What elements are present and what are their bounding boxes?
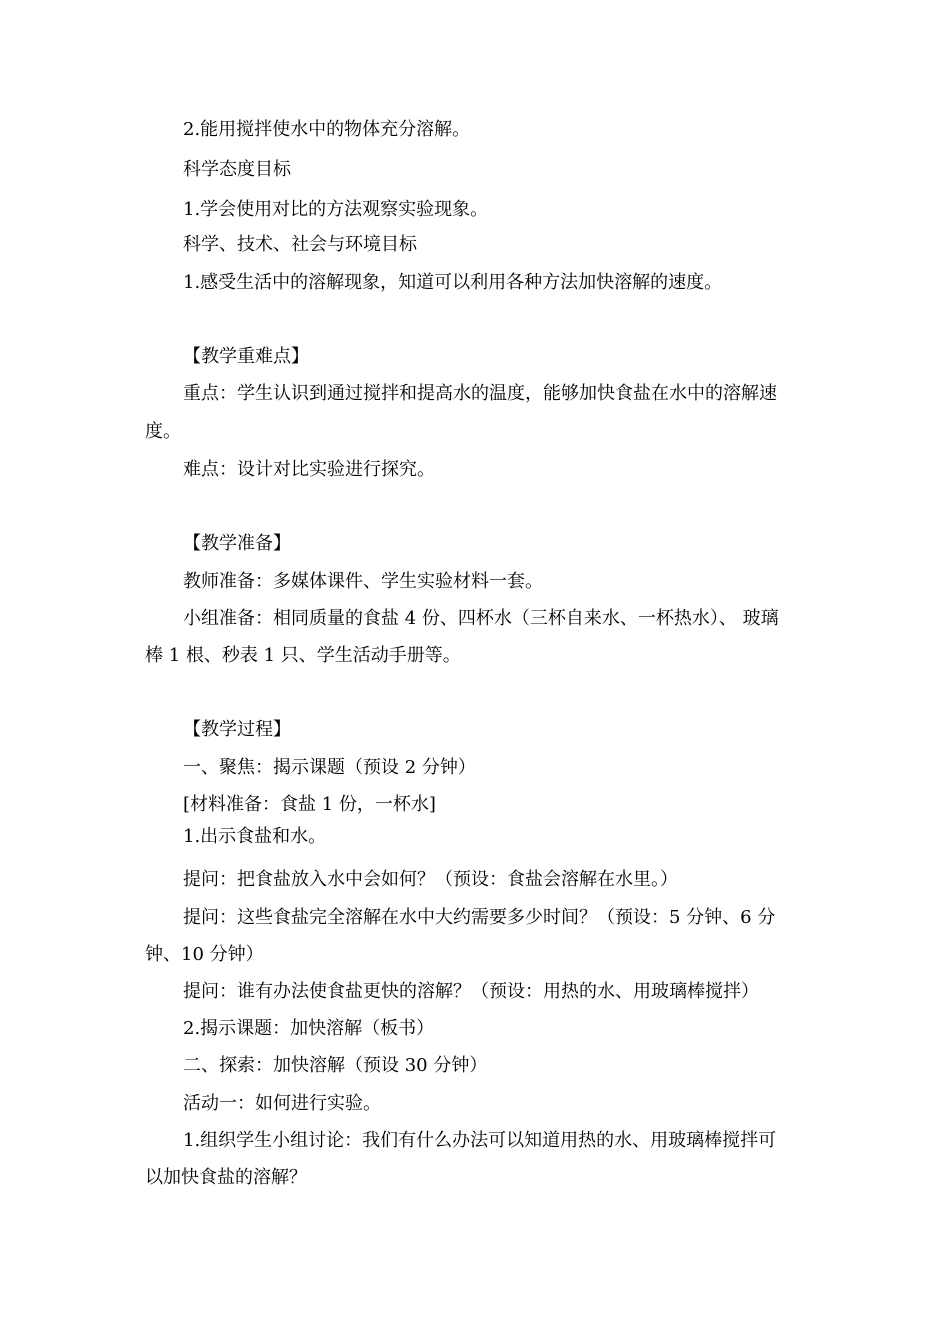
goal-stir-dissolve: 2.能用搅拌使水中的物体充分溶解。 bbox=[183, 119, 471, 140]
key-point-line1: 重点：学生认识到通过搅拌和提高水的温度，能够加快食盐在水中的溶解速 bbox=[183, 383, 777, 404]
goal-feel-dissolve: 1.感受生活中的溶解现象，知道可以利用各种方法加快溶解的速度。 bbox=[183, 272, 723, 293]
group-discussion-line2: 以加快食盐的溶解？ bbox=[145, 1167, 307, 1188]
question-3: 提问：谁有办法使食盐更快的溶解？（预设：用热的水、用玻璃棒搅拌） bbox=[183, 981, 759, 1002]
heading-sts-goals: 科学、技术、社会与环境目标 bbox=[183, 234, 417, 255]
question-2-line2: 钟、10 分钟） bbox=[145, 944, 264, 965]
group-discussion-line1: 1.组织学生小组讨论：我们有什么办法可以知道用热的水、用玻璃棒搅拌可 bbox=[183, 1130, 777, 1151]
difficulty-point: 难点：设计对比实验进行探究。 bbox=[183, 459, 435, 480]
section-process: 【教学过程】 bbox=[183, 719, 291, 740]
step-explore-title: 二、探索：加快溶解（预设 30 分钟） bbox=[183, 1055, 488, 1076]
materials-note: [材料准备：食盐 1 份，一杯水] bbox=[183, 794, 436, 815]
reveal-topic: 2.揭示课题：加快溶解（板书） bbox=[183, 1018, 435, 1039]
question-2-line1: 提问：这些食盐完全溶解在水中大约需要多少时间？（预设：5 分钟、6 分 bbox=[183, 907, 776, 928]
section-key-points: 【教学重难点】 bbox=[183, 346, 309, 367]
section-preparation: 【教学准备】 bbox=[183, 533, 291, 554]
group-preparation-line1: 小组准备：相同质量的食盐 4 份、四杯水（三杯自来水、一杯热水）、 玻璃 bbox=[183, 608, 779, 629]
activity-one: 活动一：如何进行实验。 bbox=[183, 1093, 381, 1114]
show-salt-water: 1.出示食盐和水。 bbox=[183, 826, 327, 847]
teacher-preparation: 教师准备：多媒体课件、学生实验材料一套。 bbox=[183, 571, 543, 592]
key-point-line2: 度。 bbox=[145, 421, 181, 442]
group-preparation-line2: 棒 1 根、秒表 1 只、学生活动手册等。 bbox=[145, 645, 461, 666]
heading-attitude-goals: 科学态度目标 bbox=[183, 159, 291, 180]
goal-compare-method: 1.学会使用对比的方法观察实验现象。 bbox=[183, 199, 489, 220]
question-1: 提问：把食盐放入水中会如何？（预设：食盐会溶解在水里。） bbox=[183, 869, 678, 890]
step-focus-title: 一、聚焦：揭示课题（预设 2 分钟） bbox=[183, 757, 476, 778]
